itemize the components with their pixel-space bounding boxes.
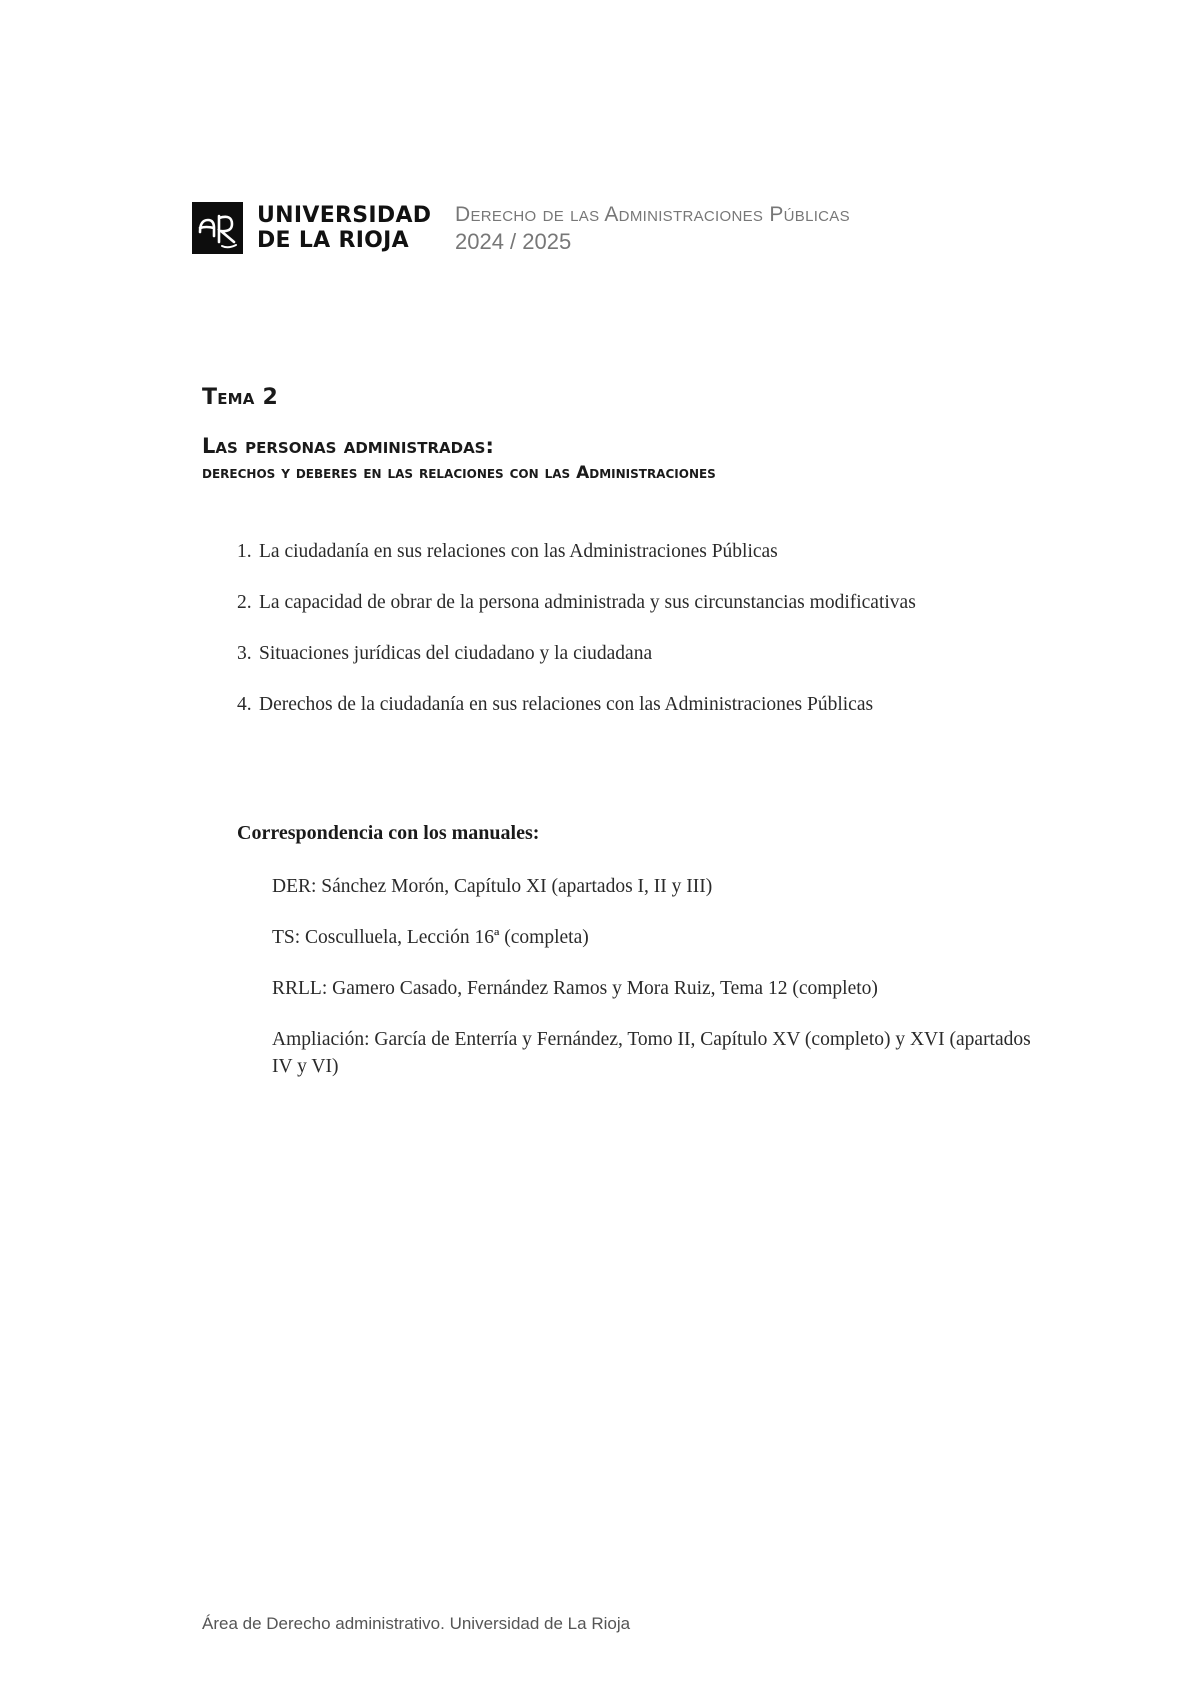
list-item xyxy=(237,640,1037,667)
tema-subtitle-line2: derechos y deberes en las relaciones con las Administraciones xyxy=(202,463,716,483)
manual-item: Ampliación: García de Enterría y Fernández, Tomo II, Capítulo XV (completo) y XVI (apartados IV y VI) xyxy=(272,1029,1031,1077)
course-info xyxy=(455,202,850,256)
list-item-text: La capacidad de obrar de la persona administrada y sus circunstancias modificativas xyxy=(259,592,916,613)
list-item-number: 4. xyxy=(237,694,252,715)
page-footer: Área de Derecho administrativo. Universidad de La Rioja xyxy=(202,1614,631,1633)
university-name xyxy=(257,203,431,253)
list-item xyxy=(237,691,1037,718)
list-item-text: Situaciones jurídicas del ciudadano y la ciudadana xyxy=(259,643,653,664)
manual-list xyxy=(272,873,1032,1104)
list-item-number: 2. xyxy=(237,592,252,613)
manual-item: RRLL: Gamero Casado, Fernández Ramos y Mora Ruiz, Tema 12 (completo) xyxy=(272,978,878,999)
correspondence-heading: Correspondencia con los manuales: xyxy=(237,822,540,844)
university-logo xyxy=(192,202,431,254)
manual-item: DER: Sánchez Morón, Capítulo XI (apartados I, II y III) xyxy=(272,876,713,897)
manual-item: TS: Cosculluela, Lección 16ª (completa) xyxy=(272,927,589,948)
tema-title: Tema 2 xyxy=(202,385,278,410)
university-seal-icon xyxy=(192,202,243,254)
tema-subtitle xyxy=(202,432,716,486)
list-item xyxy=(237,538,1037,565)
list-item-number: 1. xyxy=(237,541,252,562)
list-item-text: La ciudadanía en sus relaciones con las Administraciones Públicas xyxy=(259,541,778,562)
course-title: Derecho de las Administraciones Públicas xyxy=(455,203,850,226)
list-item-text: Derechos de la ciudadanía en sus relaciones con las Administraciones Públicas xyxy=(259,694,874,715)
list-item-number: 3. xyxy=(237,643,252,664)
university-name-line2: DE LA RIOJA xyxy=(257,228,409,253)
topic-list xyxy=(237,538,1037,742)
course-year: 2024 / 2025 xyxy=(455,229,572,254)
list-item xyxy=(237,589,1037,616)
tema-subtitle-line1: Las personas administradas: xyxy=(202,434,494,458)
university-name-line1: UNIVERSIDAD xyxy=(257,203,432,228)
